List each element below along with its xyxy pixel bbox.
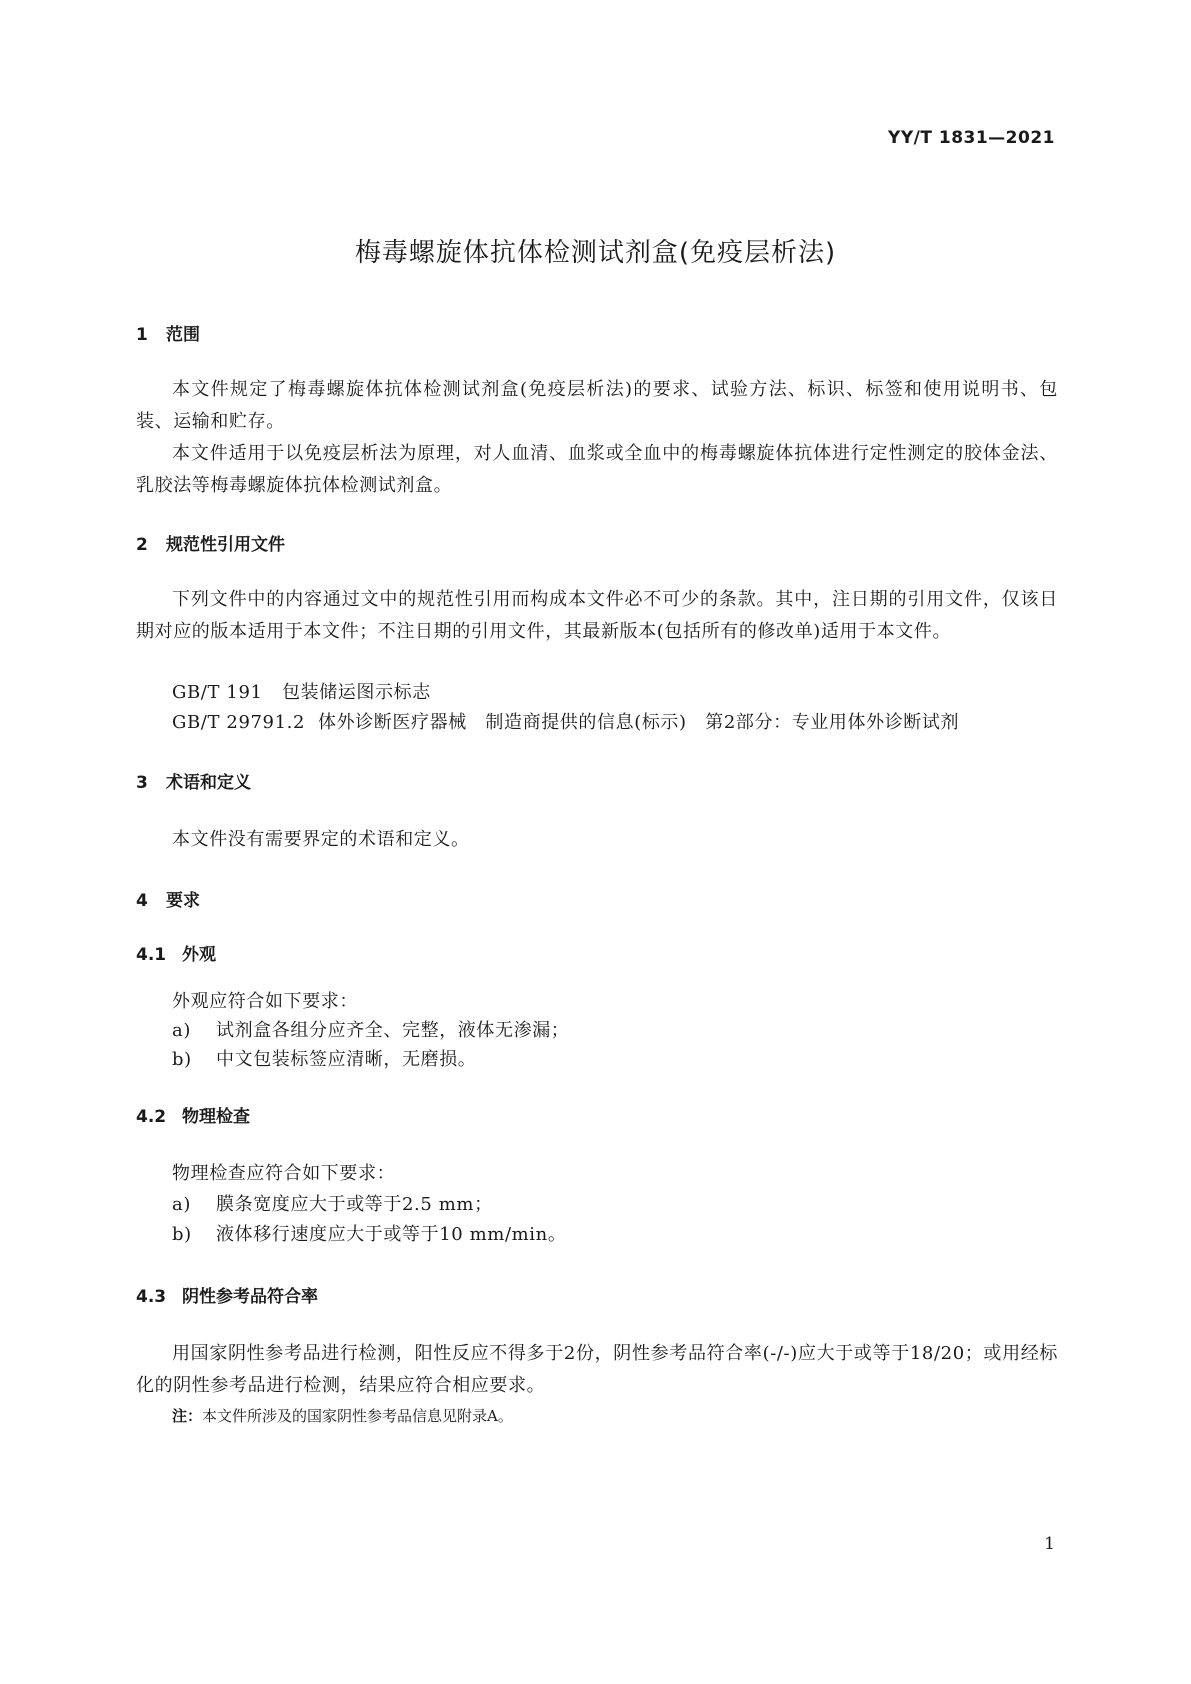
paragraph-negative-reference: 用国家阴性参考品进行检测，阳性反应不得多于2份，阴性参考品符合率(-/-)应大于或等于18/20；或用经标化的阴性参考品进行检测，结果应符合相应要求。 (136, 1343, 1058, 1396)
section-number: 4 (136, 891, 148, 911)
document-title: 梅毒螺旋体抗体检测试剂盒(免疫层析法) (354, 238, 837, 268)
section-heading-1 (136, 320, 200, 345)
list-text: 液体移行速度应大于或等于10 mm/min。 (216, 1224, 567, 1245)
section-number: 1 (136, 325, 148, 345)
paragraph-scope-2: 本文件适用于以免疫层析法为原理，对人血清、血浆或全血中的梅毒螺旋体抗体进行定性测定的胶体金法、乳胶法等梅毒螺旋体抗体检测试剂盒。 (136, 443, 1058, 496)
section-number: 3 (136, 773, 148, 793)
section-number: 2 (136, 535, 148, 555)
section-heading-3 (136, 768, 251, 793)
subsection-title: 阴性参考品符合率 (182, 1287, 318, 1307)
section-title: 要求 (166, 891, 200, 911)
reference-item (172, 678, 431, 704)
document-id: YY/T 1831—2021 (888, 128, 1055, 148)
list-text: 中文包装标签应清晰，无磨损。 (216, 1049, 477, 1070)
subsection-title: 物理检查 (182, 1107, 250, 1127)
note (172, 1405, 513, 1426)
list-item (172, 1045, 476, 1071)
note-label: 注： (172, 1407, 203, 1425)
section-heading-4 (136, 886, 200, 911)
section-title: 术语和定义 (166, 773, 251, 793)
subsection-heading-4-2 (136, 1102, 250, 1127)
reference-code: GB/T 29791.2 (172, 712, 306, 733)
note-text: 本文件所涉及的国家阴性参考品信息见附录A。 (202, 1407, 513, 1425)
reference-title: 体外诊断医疗器械 制造商提供的信息(标示) 第2部分：专业用体外诊断试剂 (318, 712, 960, 733)
list-text: 膜条宽度应大于或等于2.5 mm； (216, 1194, 493, 1215)
list-marker: b) (172, 1049, 192, 1070)
subsection-number: 4.3 (136, 1287, 167, 1307)
subsection-heading-4-1 (136, 940, 216, 965)
subsection-heading-4-3 (136, 1282, 318, 1307)
subsection-number: 4.1 (136, 945, 167, 965)
list-item (172, 1220, 566, 1246)
paragraph-normative-references: 下列文件中的内容通过文中的规范性引用而构成本文件必不可少的条款。其中，注日期的引用文件，仅该日期对应的版本适用于本文件；不注日期的引用文件，其最新版本(包括所有的修改单)适用于本文件。 (136, 589, 1058, 642)
list-text: 试剂盒各组分应齐全、完整，液体无渗漏； (216, 1020, 570, 1041)
section-heading-2 (136, 530, 285, 555)
section-title: 规范性引用文件 (166, 535, 285, 555)
subsection-title: 外观 (182, 945, 216, 965)
section-title: 范围 (166, 325, 200, 345)
paragraph-scope-1: 本文件规定了梅毒螺旋体抗体检测试剂盒(免疫层析法)的要求、试验方法、标识、标签和使用说明书、包装、运输和贮存。 (136, 379, 1058, 432)
subsection-number: 4.2 (136, 1107, 167, 1127)
reference-item (172, 708, 959, 734)
reference-title: 包装储运图示标志 (282, 682, 431, 703)
paragraph-terms: 本文件没有需要界定的术语和定义。 (172, 829, 470, 850)
page-number: 1 (1044, 1534, 1055, 1554)
physical-check-intro: 物理检查应符合如下要求： (172, 1163, 396, 1184)
list-marker: a) (172, 1194, 191, 1215)
reference-code: GB/T 191 (172, 682, 263, 703)
appearance-intro: 外观应符合如下要求： (172, 991, 358, 1012)
list-marker: a) (172, 1020, 191, 1041)
list-item (172, 1016, 569, 1042)
list-marker: b) (172, 1224, 192, 1245)
list-item (172, 1190, 493, 1216)
